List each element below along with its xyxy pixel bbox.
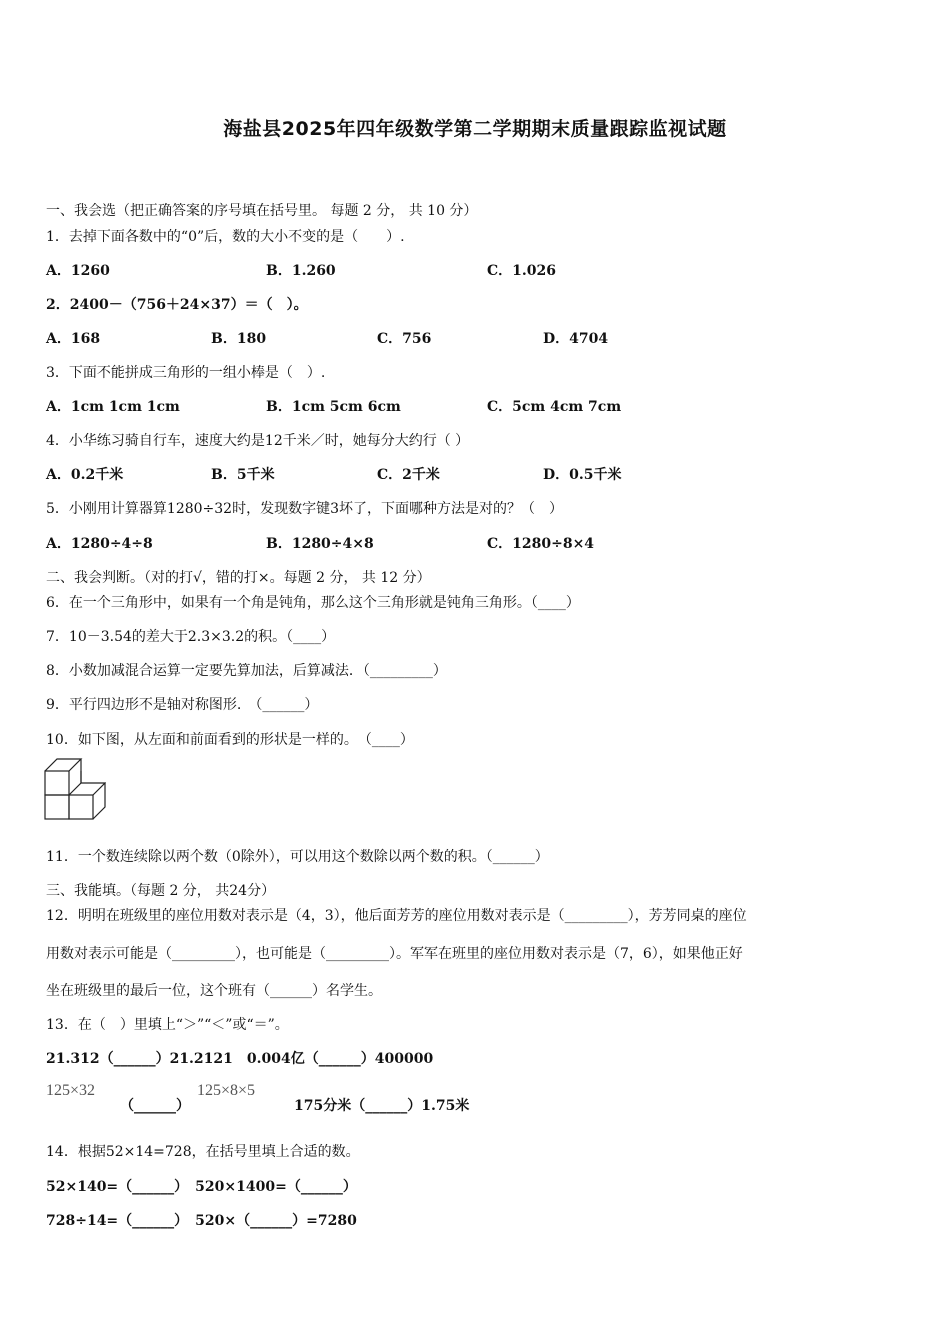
q2-option-a: A．168 [46, 331, 101, 347]
question-12-line-2: 用数对表示可能是（_________），也可能是（_________）。军军在班里的座位用数对表示是（7，6），如果他正好 [46, 946, 743, 962]
question-9: 9．平行四边形不是轴对称图形. （______） [46, 697, 319, 713]
q4-option-c: C．2千米 [377, 467, 440, 483]
question-8: 8．小数加减混合运算一定要先算加法，后算减法．（_________） [46, 663, 447, 679]
q4-option-a: A．0.2千米 [46, 467, 124, 483]
page-title: 海盐县2025年四年级数学第二学期期末质量跟踪监视试题 [223, 118, 727, 140]
q13-expression-1: 125×32 [46, 1082, 96, 1099]
q14-row-1: 52×140=（______） 520×1400=（______） [46, 1179, 357, 1195]
q3-option-a: A．1cm 1cm 1cm [46, 399, 180, 415]
q1-option-a: A．1260 [46, 263, 110, 279]
q13-blank: （______） [120, 1098, 190, 1114]
question-13: 13．在（ ）里填上“＞”“＜”或“＝”。 [46, 1017, 289, 1033]
question-14: 14．根据52×14=728，在括号里填上合适的数。 [46, 1144, 360, 1160]
q5-option-c: C．1280÷8×4 [487, 536, 595, 552]
question-4: 4．小华练习骑自行车，速度大约是12千米／时，她每分大约行（ ） [46, 433, 470, 449]
q4-option-d: D．0.5千米 [543, 467, 622, 483]
section-2-heading: 二、我会判断。（对的打√，错的打×。每题 2 分， 共 12 分） [46, 570, 431, 586]
question-10: 10．如下图，从左面和前面看到的形状是一样的。 （____） [46, 732, 414, 748]
question-2: 2．2400－（756＋24×37）＝（ ）。 [46, 297, 308, 313]
question-12-line-3: 坐在班级里的最后一位，这个班有（______）名学生。 [46, 983, 382, 999]
q13-row-1: 21.312（______）21.2121 0.004亿（______）400000 [46, 1051, 434, 1067]
q2-option-d: D．4704 [543, 331, 609, 347]
q14-row-2: 728÷14=（______） 520×（______）=7280 [46, 1213, 357, 1229]
q1-option-c: C．1.026 [487, 263, 556, 279]
q3-option-b: B．1cm 5cm 6cm [266, 399, 401, 415]
cube-stack-figure [44, 758, 106, 820]
question-6: 6．在一个三角形中，如果有一个角是钝角，那么这个三角形就是钝角三角形。（____） [46, 595, 580, 611]
q2-option-c: C．756 [377, 331, 432, 347]
q3-option-c: C．5cm 4cm 7cm [487, 399, 622, 415]
q13-expression-2: 125×8×5 [197, 1082, 256, 1099]
q2-option-b: B．180 [211, 331, 267, 347]
question-1: 1．去掉下面各数中的“0”后，数的大小不变的是（ ）. [46, 229, 405, 245]
q5-option-b: B．1280÷4×8 [266, 536, 374, 552]
question-12-line-1: 12．明明在班级里的座位用数对表示是（4，3），他后面芳芳的座位用数对表示是（_________），芳芳同桌的座位 [46, 908, 747, 924]
section-3-heading: 三、我能填。（每题 2 分， 共24分） [46, 883, 276, 899]
q13-row-2-compare: 175分米（______）1.75米 [294, 1098, 470, 1114]
q1-option-b: B．1.260 [266, 263, 336, 279]
question-5: 5．小刚用计算器算1280÷32时，发现数字键3坏了，下面哪种方法是对的？（ ） [46, 501, 563, 517]
question-11: 11．一个数连续除以两个数（0除外），可以用这个数除以两个数的积。（______） [46, 849, 549, 865]
question-7: 7．10－3.54的差大于2.3×3.2的积。（____） [46, 629, 336, 645]
section-1-heading: 一、我会选（把正确答案的序号填在括号里。 每题 2 分， 共 10 分） [46, 203, 478, 219]
question-3: 3．下面不能拼成三角形的一组小棒是（ ）. [46, 365, 326, 381]
q4-option-b: B．5千米 [211, 467, 275, 483]
q5-option-a: A．1280÷4÷8 [46, 536, 153, 552]
